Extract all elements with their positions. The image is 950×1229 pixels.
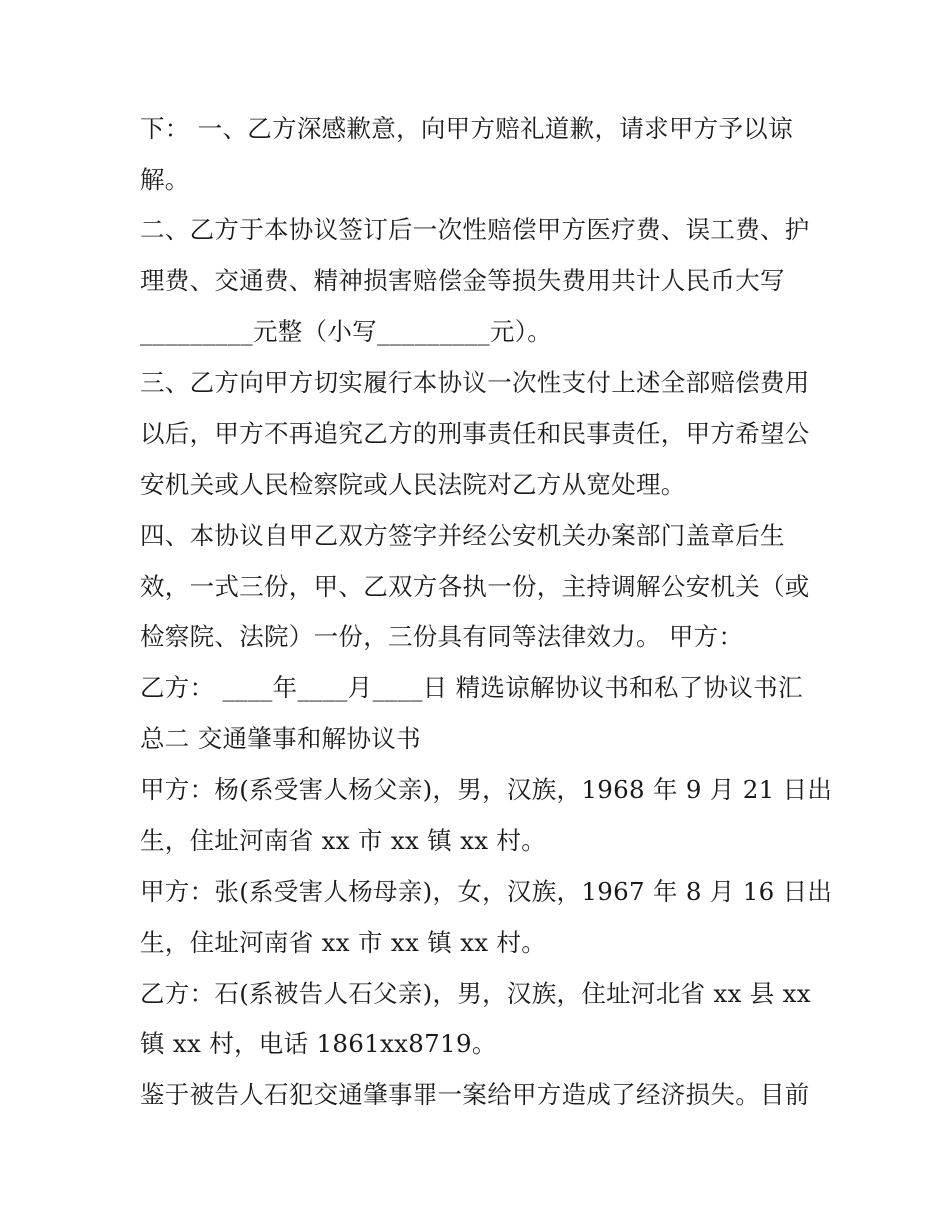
text-line: 鉴于被告人石犯交通肇事罪一案给甲方造成了经济损失。目前 <box>140 1080 810 1109</box>
text-line: 乙方：石(系被告人石父亲)，男，汉族，住址河北省 xx 县 xx <box>140 979 811 1008</box>
text-line: 效，一式三份，甲、乙双方各执一份，主持调解公安机关（或 <box>140 572 810 601</box>
text-line: 理费、交通费、精神损害赔偿金等损失费用共计人民币大写 <box>140 266 785 295</box>
section-heading: 总二 交通肇事和解协议书 <box>140 724 421 753</box>
text-line: _________元整（小写_________元）。 <box>140 317 553 346</box>
text-line: 安机关或人民检察院或人民法院对乙方从宽处理。 <box>140 470 686 499</box>
text-line: 四、本协议自甲乙双方签字并经公安机关办案部门盖章后生 <box>140 521 785 550</box>
text-line: 甲方：杨(系受害人杨父亲)，男，汉族，1968 年 9 月 21 日出 <box>140 775 833 804</box>
text-line: 乙方： ____年____月____日 精选谅解协议书和私了协议书汇 <box>140 673 803 702</box>
text-line: 三、乙方向甲方切实履行本协议一次性支付上述全部赔偿费用 <box>140 368 810 397</box>
text-line: 二、乙方于本协议签订后一次性赔偿甲方医疗费、误工费、护 <box>140 215 810 244</box>
text-line: 生，住址河南省 xx 市 xx 镇 xx 村。 <box>140 928 547 957</box>
text-line: 生，住址河南省 xx 市 xx 镇 xx 村。 <box>140 826 547 855</box>
text-line: 甲方：张(系受害人杨母亲)，女，汉族，1967 年 8 月 16 日出 <box>140 877 833 906</box>
text-line: 下： 一、乙方深感歉意，向甲方赔礼道歉，请求甲方予以谅 <box>140 114 793 143</box>
text-line: 解。 <box>140 165 190 194</box>
text-line: 检察院、法院）一份，三份具有同等法律效力。 甲方： <box>140 622 744 651</box>
text-line: 镇 xx 村，电话 1861xx8719。 <box>140 1029 497 1058</box>
text-line: 以后，甲方不再追究乙方的刑事责任和民事责任，甲方希望公 <box>140 419 810 448</box>
